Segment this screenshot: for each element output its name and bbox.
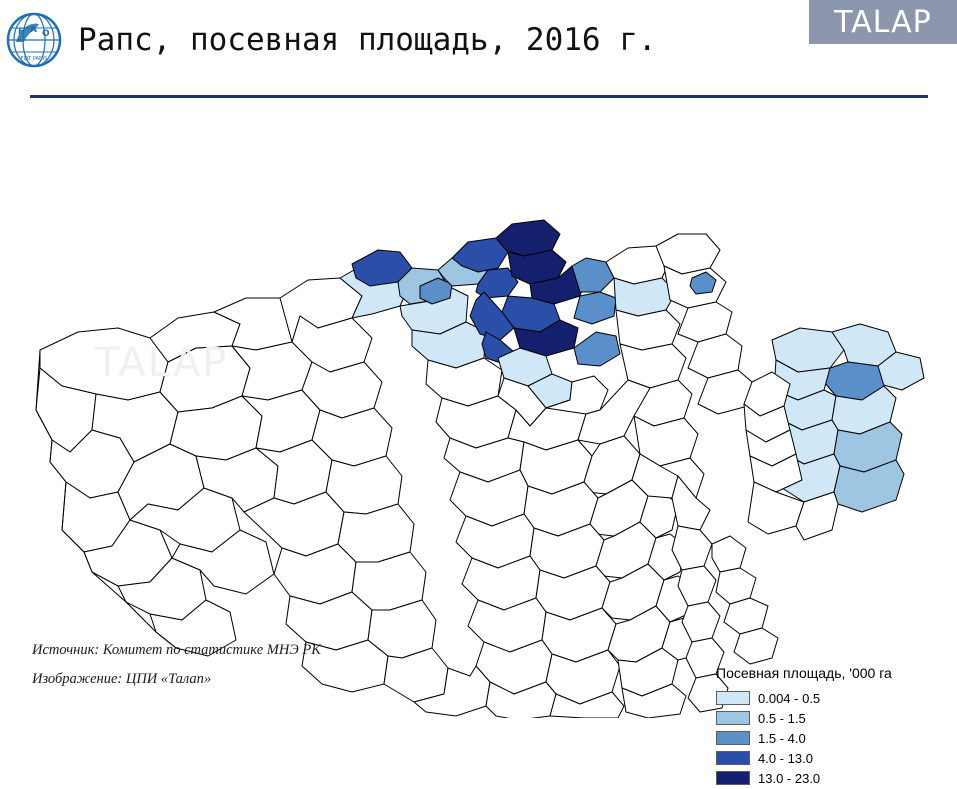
legend-label: 0.004 - 0.5: [758, 690, 821, 706]
legend-item: [716, 769, 956, 787]
map-region: [734, 628, 778, 664]
map-legend: [716, 665, 956, 789]
legend-item: [716, 729, 956, 747]
svg-text:FIAT PANIS: FIAT PANIS: [20, 56, 48, 62]
map-region: [326, 456, 402, 514]
legend-label: 4.0 - 13.0: [758, 750, 813, 766]
svg-text:O: O: [42, 29, 50, 39]
slide-header: [0, 0, 957, 98]
map-container: [0, 100, 957, 786]
talap-badge: TALAP: [809, 0, 957, 44]
source-note: Источник: Комитет по статистике МНЭ РК: [32, 642, 321, 658]
map-region: [574, 292, 616, 324]
legend-swatch: [716, 711, 750, 725]
map-region: [338, 504, 414, 562]
legend-swatch: [716, 751, 750, 765]
kazakhstan-choropleth-map: [0, 100, 957, 718]
legend-swatch: [716, 731, 750, 745]
map-region: [712, 536, 746, 572]
legend-swatch: [716, 771, 750, 785]
legend-label: 0.5 - 1.5: [758, 710, 806, 726]
image-credit-note: Изображение: ЦПИ «Талап»: [32, 671, 212, 687]
map-watermark: TALAP: [95, 340, 229, 386]
legend-label: 13.0 - 23.0: [758, 770, 821, 786]
legend-item: [716, 709, 956, 727]
legend-label: 1.5 - 4.0: [758, 730, 806, 746]
legend-item: [716, 689, 956, 707]
fao-logo: [6, 12, 62, 68]
legend-item: [716, 749, 956, 767]
map-region: [574, 332, 620, 366]
page-title: Рапс, посевная площадь, 2016 г.: [78, 22, 657, 58]
svg-text:F: F: [18, 27, 25, 37]
footnotes: [32, 642, 552, 700]
svg-text:A: A: [30, 25, 37, 35]
legend-swatch: [716, 691, 750, 705]
legend-title: Посевная площадь, '000 га: [716, 665, 892, 681]
title-divider: [30, 95, 928, 98]
